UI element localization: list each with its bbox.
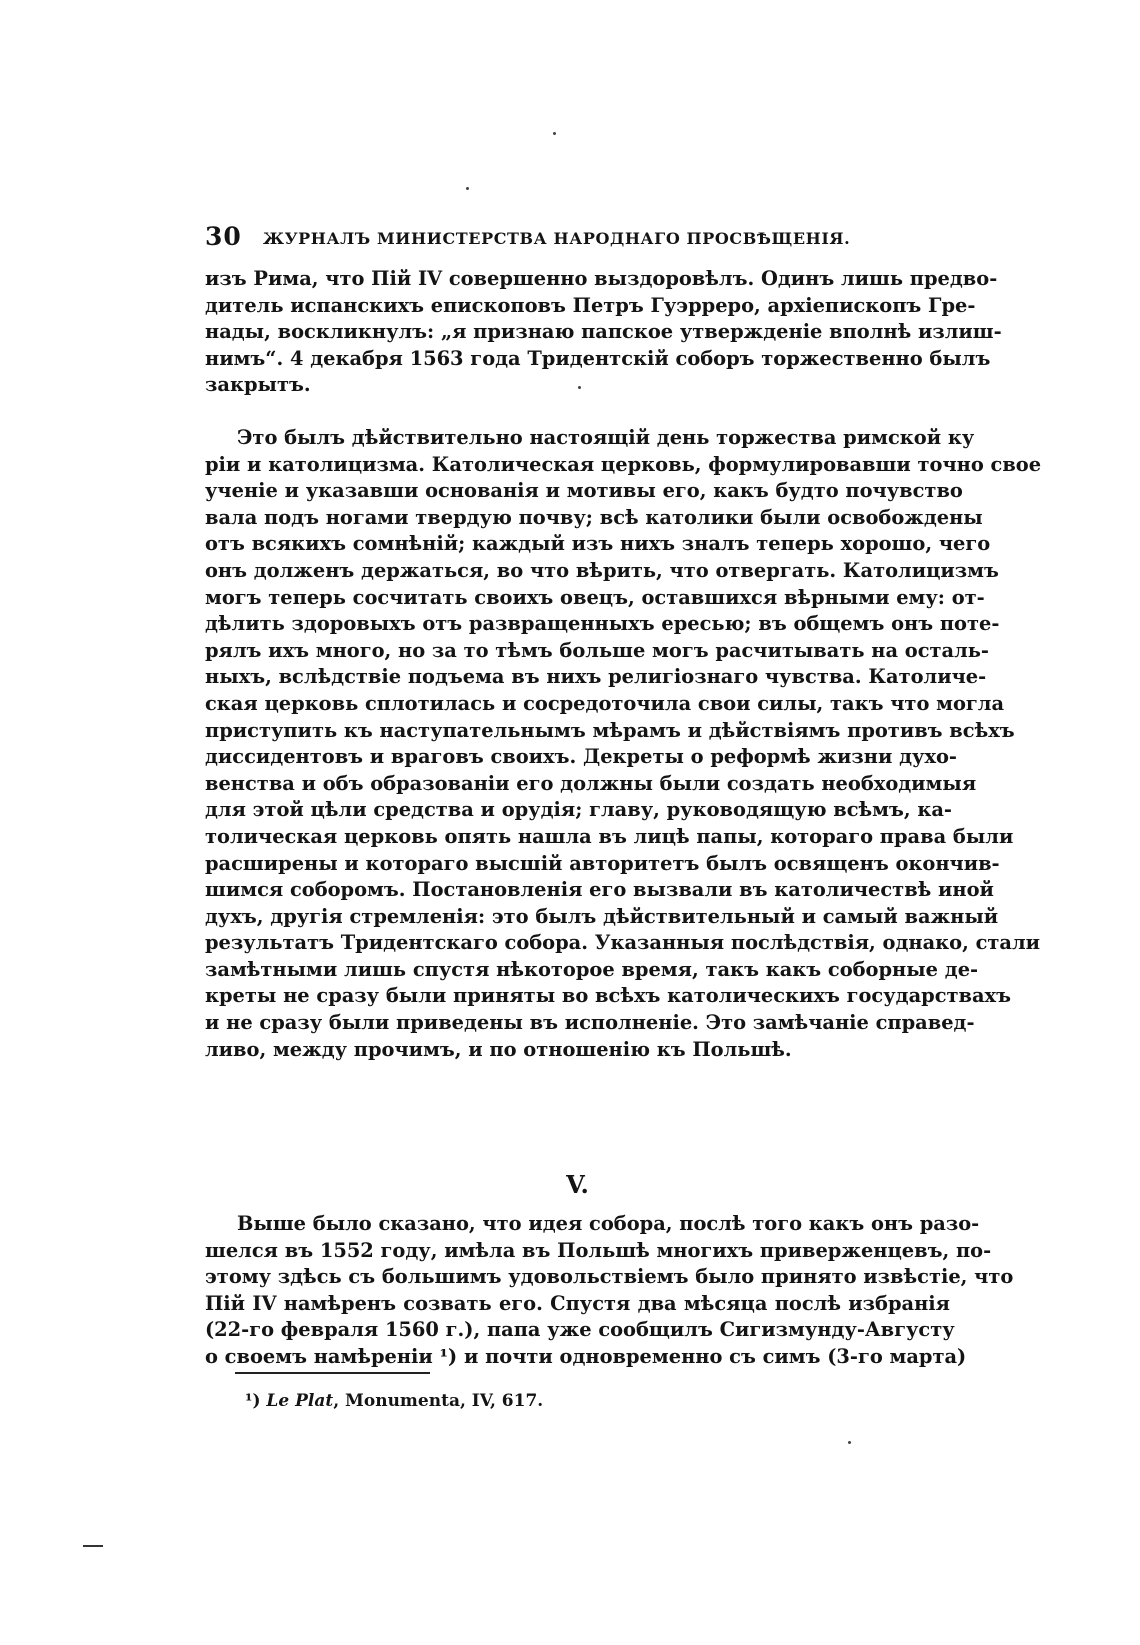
scan-speck <box>553 132 556 135</box>
text-line: нимъ“. 4 декабря 1563 года Тридентскій соборъ торжественно былъ <box>205 346 991 370</box>
footnote <box>245 1391 543 1411</box>
text-line: о своемъ намѣреніи ¹) и почти одновременно съ симъ (3-го марта) <box>205 1344 967 1368</box>
scan-speck <box>466 187 469 190</box>
text-line: рялъ ихъ много, но за то тѣмъ больше могъ расчитывать на осталь- <box>205 638 989 662</box>
text-line: онъ долженъ держаться, во что вѣрить, что отвергать. Католицизмъ <box>205 558 999 582</box>
page-number: 30 <box>205 222 242 251</box>
paragraph-3 <box>205 1211 1014 1371</box>
margin-mark <box>83 1545 103 1547</box>
text-line: для этой цѣли средства и орудія; главу, руководящую всѣмъ, ка- <box>205 798 952 822</box>
text-line: Пій IV намѣренъ созвать его. Спустя два мѣсяца послѣ избранія <box>205 1291 950 1315</box>
text-line: расширены и котораго высшій авторитетъ былъ освященъ окончив- <box>205 851 1000 875</box>
footnote-rule <box>235 1372 430 1374</box>
text-line: креты не сразу были приняты во всѣхъ католическихъ государствахъ <box>205 984 1011 1008</box>
text-line: Это былъ дѣйствительно настоящій день торжества римской ку <box>237 426 975 449</box>
text-line: и не сразу были приведены въ исполненіе. Это замѣчаніе справед- <box>205 1011 975 1035</box>
text-line: замѣтными лишь спустя нѣкоторое время, такъ какъ соборные де- <box>205 957 979 981</box>
footnote-reference: , Monumenta, IV, 617. <box>333 1391 544 1411</box>
text-line: толическая церковь опять нашла въ лицѣ папы, котораго права были <box>205 824 1014 848</box>
page-header <box>205 222 950 262</box>
text-line: отъ всякихъ сомнѣній; каждый изъ нихъ зналъ теперь хорошо, чего <box>205 532 991 556</box>
section-heading: V. <box>566 1170 589 1199</box>
footnote-marker: ¹) <box>245 1391 261 1411</box>
text-line: шелся въ 1552 году, имѣла въ Польшѣ многихъ приверженцевъ, по- <box>205 1238 992 1262</box>
text-line: венства и объ образованіи его должны были создать необходимыя <box>205 771 977 795</box>
scan-speck <box>848 1441 851 1444</box>
text-line: ныхъ, вслѣдствіе подъема въ нихъ религіознаго чувства. Католиче- <box>205 665 987 689</box>
text-line: диссидентовъ и враговъ своихъ. Декреты о реформѣ жизни духо- <box>205 745 957 769</box>
text-line: закрытъ. <box>205 373 311 397</box>
text-line: Выше было сказано, что идея собора, послѣ того какъ онъ разо- <box>237 1212 980 1235</box>
text-line: этому здѣсь съ большимъ удовольствіемъ было принято извѣстіе, что <box>205 1265 1014 1289</box>
paragraph-2 <box>205 425 1042 1063</box>
text-line: приступить къ наступательнымъ мѣрамъ и дѣйствіямъ противъ всѣхъ <box>205 718 1015 742</box>
footnote-author: Le Plat <box>266 1391 334 1411</box>
text-line: ученіе и указавши основанія и мотивы его, какъ будто почувство <box>205 479 963 503</box>
text-line: вала подъ ногами твердую почву; всѣ католики были освобождены <box>205 505 983 529</box>
paragraph-1 <box>205 266 1002 399</box>
text-line: нады, воскликнулъ: „я признаю папское утвержденіе вполнѣ излиш- <box>205 320 1002 344</box>
text-line: изъ Рима, что Пій IV совершенно выздоровѣлъ. Одинъ лишь предво- <box>205 267 998 290</box>
text-line: ріи и католицизма. Католическая церковь, формулировавши точно свое <box>205 452 1042 476</box>
text-line: дѣлить здоровыхъ отъ развращенныхъ ересью; въ общемъ онъ поте- <box>205 612 1000 636</box>
scan-speck <box>578 386 581 389</box>
text-line: духъ, другія стремленія: это былъ дѣйствительный и самый важный <box>205 904 999 928</box>
text-line: шимся соборомъ. Постановленія его вызвали въ католичествѣ иной <box>205 878 994 902</box>
text-line: (22-го февраля 1560 г.), папа уже сообщилъ Сигизмунду-Августу <box>205 1318 955 1342</box>
text-line: ская церковь сплотилась и сосредоточила свои силы, такъ что могла <box>205 691 1005 715</box>
text-line: дитель испанскихъ епископовъ Петръ Гуэрреро, архіепископъ Гре- <box>205 293 976 317</box>
text-line: результатъ Тридентскаго собора. Указанныя послѣдствія, однако, стали <box>205 931 1041 955</box>
running-title: ЖУРНАЛЪ МИНИСТЕРСТВА НАРОДНАГО ПРОСВѢЩЕНІЯ. <box>263 229 851 248</box>
text-line: могъ теперь сосчитать своихъ овецъ, оставшихся вѣрными ему: от- <box>205 585 985 609</box>
text-line: ливо, между прочимъ, и по отношенію къ Польшѣ. <box>205 1037 792 1061</box>
